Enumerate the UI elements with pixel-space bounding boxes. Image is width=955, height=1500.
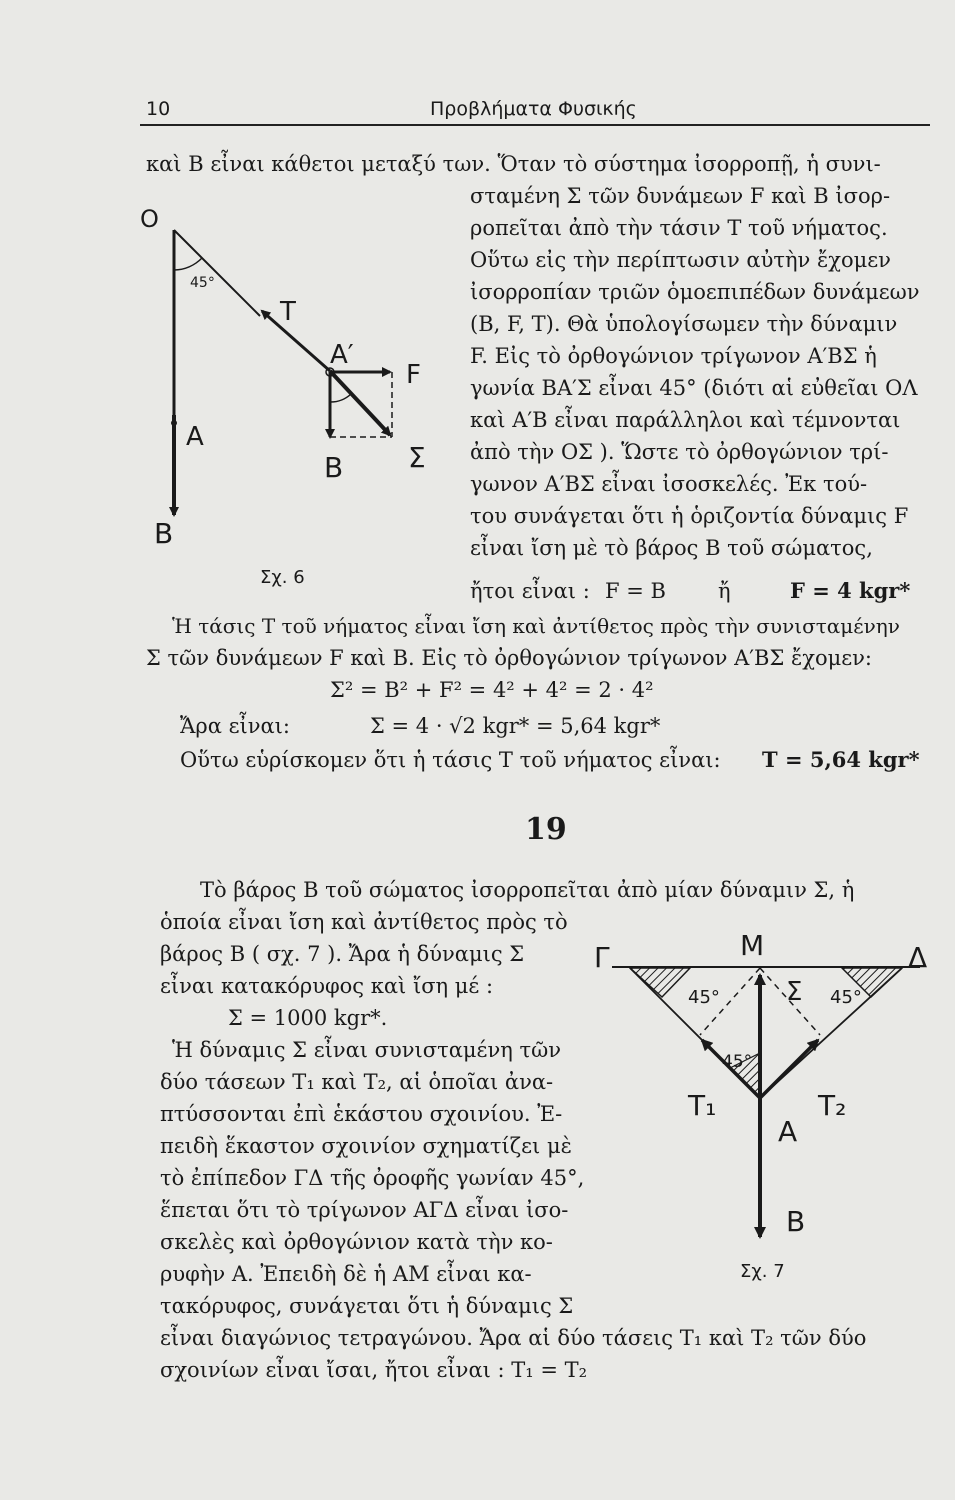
p18-result-or: ἤ <box>718 579 731 603</box>
label-angle-left: 45° <box>688 987 720 1008</box>
p19-side-line: βάρος Β ( σχ. 7 ). Ἄρα ἡ δύναμις Σ <box>160 942 525 966</box>
label-m: M <box>740 929 765 962</box>
string-slanted <box>174 230 260 316</box>
p19-line-1: Τὸ βάρος Β τοῦ σώματος ἰσορροπεῖται ἀπὸ μίαν δύναμιν Σ, ἡ <box>200 878 855 902</box>
p19-final-line-2: σχοινίων εἶναι ἴσαι, ἤτοι εἶναι : Τ₁ = Τ₂ <box>160 1358 588 1382</box>
p19-side-line: σκελὲς καὶ ὀρθογώνιον κατὰ τὴν κο- <box>160 1230 553 1254</box>
p19-side-line: τὸ ἐπίπεδον ΓΔ τῆς ὀροφῆς γωνίαν 45°, <box>160 1166 585 1190</box>
label-a: A <box>186 422 204 452</box>
label-a-prime: A′ <box>330 340 354 370</box>
label-sigma: Σ <box>408 441 426 474</box>
label-o: O <box>140 205 159 233</box>
label-b-big: B <box>154 517 174 550</box>
p18-found-prefix: Οὕτω εὑρίσκομεν ὅτι ἡ τάσις Τ τοῦ νήματος εἶναι: <box>180 748 721 772</box>
label-a: A <box>778 1115 798 1148</box>
figure-6 <box>140 195 470 595</box>
p18-side-line: ἰσορροπίαν τριῶν ὁμοεπιπέδων δυνάμεων <box>470 280 920 304</box>
label-delta: Δ <box>908 941 928 974</box>
p18-side-line: Οὕτω εἰς τὴν περίπτωσιν αὐτὴν ἔχομεν <box>470 248 891 272</box>
label-sigma: Σ <box>786 977 803 1007</box>
p18-sigma-eq: Σ = 4 · √2 kgr* = 5,64 kgr* <box>370 714 661 738</box>
running-title: Προβλήματα Φυσικής <box>430 98 637 120</box>
p19-side-line: ὁποία εἶναι ἴση καὶ ἀντίθετος πρὸς τὸ <box>160 910 568 934</box>
figure-7 <box>590 925 945 1325</box>
p18-pythagoras: Σ² = Β² + F² = 4² + 4² = 2 · 4² <box>330 678 654 702</box>
p18-side-line: σταμένη Σ τῶν δυνάμεων F καὶ Β ἰσορ- <box>470 184 891 208</box>
p18-result-eq: F = B <box>605 579 666 603</box>
angle-arc-o <box>174 258 202 270</box>
p18-side-line: του συνάγεται ὅτι ἡ ὁριζοντία δύναμις F <box>470 504 909 528</box>
figure-6-caption: Σχ. 6 <box>260 567 305 588</box>
p18-line-1: καὶ Β εἶναι κάθετοι μεταξύ των. Ὅταν τὸ σύστημα ἰσορροπῇ, ἡ συνι- <box>146 152 881 176</box>
p18-tension-line-1: Ἡ τάσις Τ τοῦ νήματος εἶναι ἴση καὶ ἀντίθετος πρὸς τὴν συνισταμένην <box>172 614 900 638</box>
p19-side-line: πειδὴ ἕκαστον σχοινίον σχηματίζει μὲ <box>160 1134 572 1158</box>
p19-side-line: Ἡ δύναμις Σ εἶναι συνισταμένη τῶν <box>172 1038 561 1062</box>
p18-side-line: ἀπὸ τὴν ΟΣ ). Ὥστε τὸ ὀρθογώνιον τρί- <box>470 440 889 464</box>
tension-arrow-t <box>262 311 330 371</box>
p18-side-line: εἶναι ἴση μὲ τὸ βάρος Β τοῦ σώματος, <box>470 536 873 560</box>
p18-side-line: ροπεῖται ἀπὸ τὴν τάσιν Τ τοῦ νήματος. <box>470 216 888 240</box>
label-angle-center: 45° <box>722 1052 753 1072</box>
p18-ara: Ἄρα εἶναι: <box>180 714 290 738</box>
p19-side-line: ρυφὴν Α. Ἐπειδὴ δὲ ἡ ΑΜ εἶναι κα- <box>160 1262 532 1286</box>
label-t1: T₁ <box>688 1089 717 1122</box>
label-t2: T₂ <box>818 1089 847 1122</box>
p19-side-line: τακόρυφος, συνάγεται ὅτι ἡ δύναμις Σ <box>160 1294 574 1318</box>
p18-side-line: γωνία ΒΑ′Σ εἶναι 45° (διότι αἱ εὐθεῖαι ΟΛ <box>470 376 918 400</box>
p18-result-prefix: ἤτοι εἶναι : <box>470 579 590 603</box>
p19-side-line: ἕπεται ὅτι τὸ τρίγωνον ΑΓΔ εἶναι ἰσο- <box>160 1198 569 1222</box>
p18-found-value: Τ = 5,64 kgr* <box>762 747 920 772</box>
p18-side-line: καὶ Α′Β εἶναι παράλληλοι καὶ τέμνονται <box>470 408 901 432</box>
page-number: 10 <box>146 98 171 120</box>
problem-number-19: 19 <box>525 812 567 847</box>
figure-7-caption: Σχ. 7 <box>740 1261 785 1282</box>
label-angle-right: 45° <box>830 987 862 1008</box>
label-gamma: Γ <box>594 941 610 974</box>
p18-side-line: (Β, F, Τ). Θὰ ὑπολογίσωμεν τὴν δύναμιν <box>470 312 898 336</box>
label-b-small: B <box>324 451 344 484</box>
header-rule <box>140 124 930 126</box>
p18-side-line: γωνον Α′ΒΣ εἶναι ἰσοσκελές. Ἐκ τού- <box>470 472 868 496</box>
p19-side-line: εἶναι κατακόρυφος καὶ ἴση μέ : <box>160 974 494 998</box>
p18-tension-line-2: Σ τῶν δυνάμεων F καὶ Β. Εἰς τὸ ὀρθογώνιον τρίγωνον Α′ΒΣ ἔχομεν: <box>146 646 872 670</box>
wedge-left <box>630 968 690 997</box>
label-t: T <box>280 297 296 327</box>
label-angle-45: 45° <box>190 275 215 291</box>
angle-arc-a-prime <box>330 394 351 402</box>
resultant-arrow-sigma <box>330 371 390 435</box>
tension-arrow-t2 <box>760 1040 818 1098</box>
label-f: F <box>406 360 421 390</box>
p19-final-line-1: εἶναι διαγώνιος τετραγώνου. Ἄρα αἱ δύο τάσεις Τ₁ καὶ Τ₂ τῶν δύο <box>160 1326 867 1350</box>
label-b: B <box>786 1205 806 1238</box>
p19-side-line: πτύσσονται ἐπὶ ἑκάστου σχοινίου. Ἐ- <box>160 1102 563 1126</box>
p19-side-line: δύο τάσεων Τ₁ καὶ Τ₂, αἱ ὁποῖαι ἀνα- <box>160 1070 554 1094</box>
p18-side-line: F. Εἰς τὸ ὀρθογώνιον τρίγωνον Α′ΒΣ ἡ <box>470 344 877 368</box>
point-a <box>171 420 177 426</box>
p19-sigma-eq: Σ = 1000 kgr*. <box>228 1006 388 1030</box>
p18-result-value: F = 4 kgr* <box>790 578 911 603</box>
